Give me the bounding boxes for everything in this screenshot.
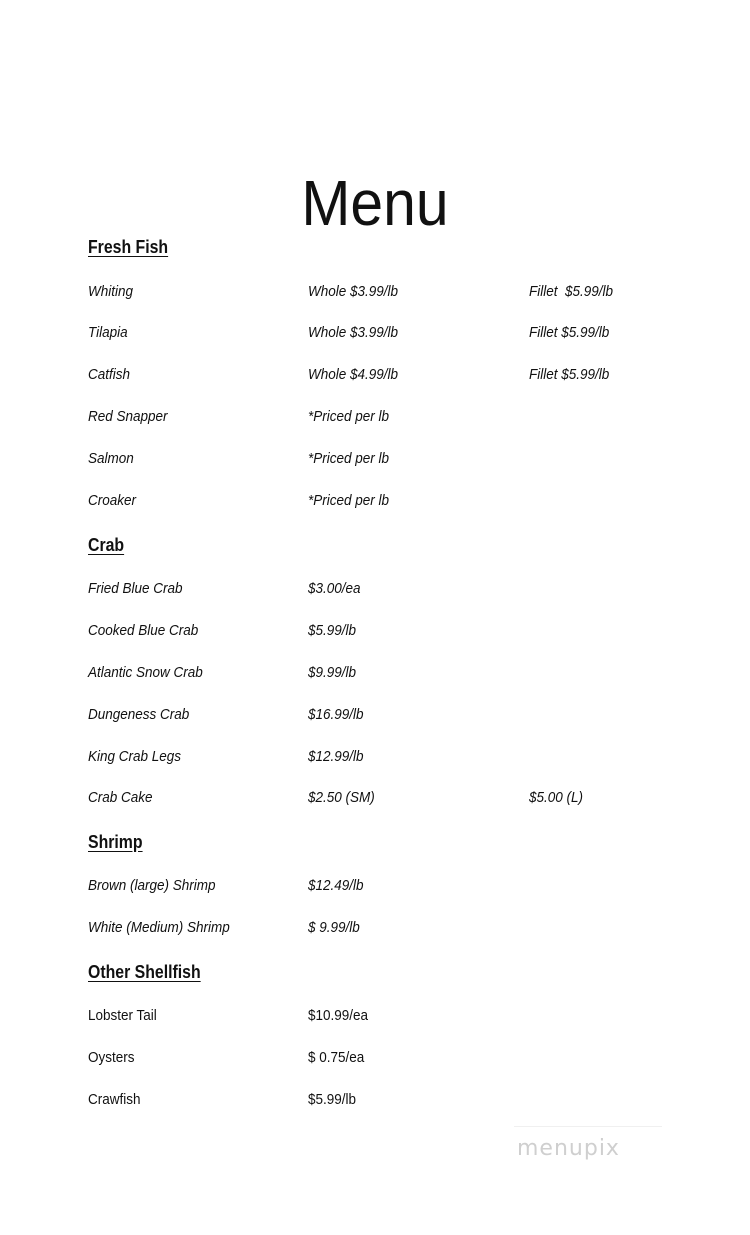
menu-item-crawfish xyxy=(0,1089,750,1111)
menu-item-salmon xyxy=(0,448,750,470)
item-price: $ 9.99/lb xyxy=(308,919,360,936)
menu-item-dungeness-crab xyxy=(0,704,750,726)
item-price: $3.00/ea xyxy=(308,580,361,597)
menu-item-crab-cake xyxy=(0,787,750,809)
item-name: Fried Blue Crab xyxy=(88,580,183,597)
menu-item-fried-blue-crab xyxy=(0,578,750,600)
item-name: Crawfish xyxy=(88,1091,141,1108)
item-name: Catfish xyxy=(88,366,131,383)
item-name: Cooked Blue Crab xyxy=(88,622,199,639)
item-name: King Crab Legs xyxy=(88,748,182,765)
menu-item-whiting xyxy=(0,281,750,303)
item-price: *Priced per lb xyxy=(308,408,390,425)
menu-item-catfish xyxy=(0,364,750,386)
menu-item-cooked-blue-crab xyxy=(0,620,750,642)
page-title: Menu xyxy=(301,166,449,239)
item-price: $12.99/lb xyxy=(308,748,364,765)
menu-item-red-snapper xyxy=(0,406,750,428)
item-price: $9.99/lb xyxy=(308,664,357,681)
item-price-whole: Whole $3.99/lb xyxy=(308,283,399,300)
item-price-fillet: Fillet $5.99/lb xyxy=(529,366,610,383)
item-price: *Priced per lb xyxy=(308,450,390,467)
menu-item-croaker xyxy=(0,490,750,512)
menu-item-atlantic-snow-crab xyxy=(0,662,750,684)
section-heading-other-shellfish: Other Shellfish xyxy=(88,962,201,982)
item-name: Brown (large) Shrimp xyxy=(88,877,216,894)
item-name: Whiting xyxy=(88,283,134,300)
item-price-fillet: Fillet $5.99/lb xyxy=(529,324,610,341)
menu-item-oysters xyxy=(0,1047,750,1069)
item-name: Atlantic Snow Crab xyxy=(88,664,203,681)
menu-item-king-crab-legs xyxy=(0,746,750,768)
item-price-whole: Whole $3.99/lb xyxy=(308,324,399,341)
section-heading-shrimp: Shrimp xyxy=(88,832,143,852)
item-price-large: $5.00 (L) xyxy=(529,789,584,806)
item-price: *Priced per lb xyxy=(308,492,390,509)
item-name: Oysters xyxy=(88,1049,135,1066)
item-name: Salmon xyxy=(88,450,134,467)
item-name: Red Snapper xyxy=(88,408,168,425)
menu-item-lobster-tail xyxy=(0,1005,750,1027)
item-name: Crab Cake xyxy=(88,789,153,806)
item-price: $ 0.75/ea xyxy=(308,1049,365,1066)
item-price: $10.99/ea xyxy=(308,1007,369,1024)
item-price-fillet: Fillet $5.99/lb xyxy=(529,283,614,300)
watermark-logo: menupix xyxy=(517,1136,620,1161)
item-price: $5.99/lb xyxy=(308,622,357,639)
item-name: Dungeness Crab xyxy=(88,706,190,723)
menu-item-tilapia xyxy=(0,322,750,344)
watermark-divider xyxy=(514,1126,662,1127)
item-price: $16.99/lb xyxy=(308,706,364,723)
item-price-small: $2.50 (SM) xyxy=(308,789,375,806)
item-name: Lobster Tail xyxy=(88,1007,157,1024)
item-name: Tilapia xyxy=(88,324,128,341)
item-name: Croaker xyxy=(88,492,137,509)
section-heading-crab: Crab xyxy=(88,535,125,555)
item-price: $5.99/lb xyxy=(308,1091,357,1108)
item-price-whole: Whole $4.99/lb xyxy=(308,366,399,383)
menu-item-brown-shrimp xyxy=(0,875,750,897)
item-name: White (Medium) Shrimp xyxy=(88,919,230,936)
section-heading-fresh-fish: Fresh Fish xyxy=(88,237,169,257)
item-price: $12.49/lb xyxy=(308,877,364,894)
menu-item-white-shrimp xyxy=(0,917,750,939)
